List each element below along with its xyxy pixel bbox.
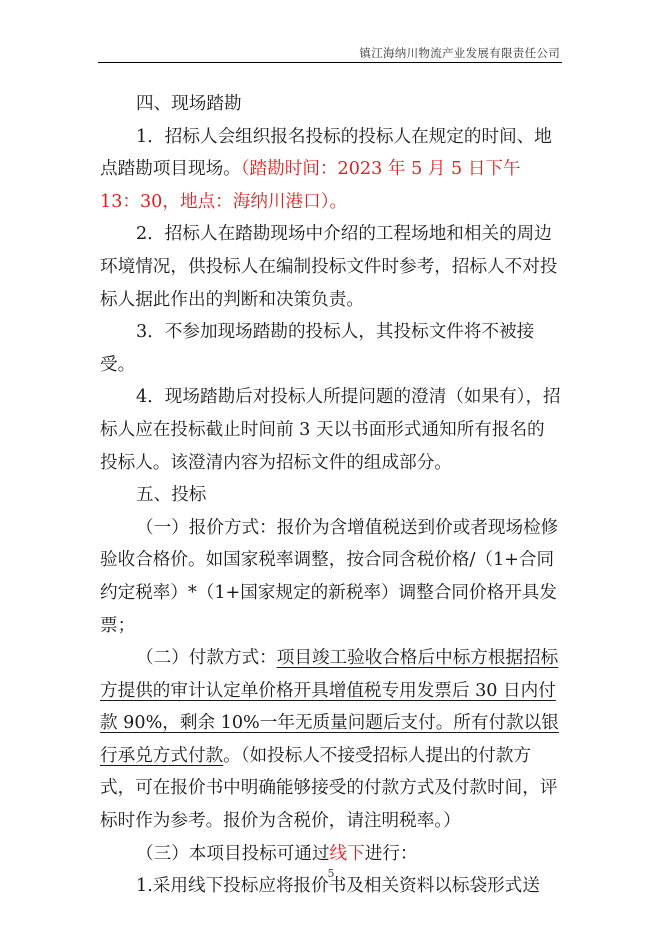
inspection-time-location: （踏勘时间：2023 年 5 月 5 日下午 13：30，地点：海纳川港口）。 bbox=[100, 159, 521, 212]
paragraph-bid-channel bbox=[100, 838, 562, 871]
section-title-bidding: 五、投标 bbox=[136, 485, 207, 506]
paragraph-inspection-item-4: 4．现场踏勘后对投标人所提问题的澄清（如果有），招标人应在投标截止时间前 3 天以书面形式通知所有报名的投标人。该澄清内容为招标文件的组成部分。 bbox=[100, 387, 561, 473]
document-body bbox=[100, 88, 562, 903]
bid-channel-post: 进行： bbox=[364, 843, 418, 864]
paragraph-inspection-item-3: 3．不参加现场踏勘的投标人，其投标文件将不被接受。 bbox=[100, 322, 535, 375]
page-header bbox=[98, 44, 562, 63]
page-number: 5 bbox=[327, 867, 335, 880]
header-company-name: 镇江海纳川物流产业发展有限责任公司 bbox=[359, 46, 560, 60]
payment-terms-underlined: 项目竣工验收合格后中标方根据招标方提供的审计认定单价格开具增值税专用发票后 30 日内付款 90%，剩余 10%一年无质量问题后支付。所有付款以银行承兑方式付款 bbox=[100, 648, 559, 766]
paragraph-offline-bid-item-1: 1.采用线下投标应将报价书及相关资料以标袋形式送 bbox=[136, 876, 540, 897]
bid-channel-offline: 线下 bbox=[329, 843, 365, 864]
paragraph-payment-method bbox=[100, 642, 562, 838]
bid-channel-pre: （三）本项目投标可通过 bbox=[136, 843, 330, 864]
paragraph-inspection-item-1 bbox=[100, 121, 562, 219]
inspection-item-1-text: 1．招标人会组织报名投标的投标人在规定的时间、地点踏勘项目现场。 bbox=[100, 126, 552, 180]
payment-method-label: （二）付款方式： bbox=[136, 648, 277, 669]
payment-method-note: 。（如投标人不接受招标人提出的付款方式，可在报价书中明确能够接受的付款方式及付款时间，评标时作为参考。报价为含税价，请注明税率。） bbox=[100, 745, 558, 832]
paragraph-inspection-item-2: 2．招标人在踏勘现场中介绍的工程场地和相关的周边环境情况，供投标人在编制投标文件时参考，招标人不对投标人据此作出的判断和决策负责。 bbox=[100, 224, 558, 310]
section-title-site-inspection: 四、现场踏勘 bbox=[136, 94, 242, 114]
paragraph-quote-method: （一）报价方式：报价为含增值税送到价或者现场检修验收合格价。如国家税率调整，按合同含税价格/（1+合同约定税率）*（1+国家规定的新税率）调整合同价格开具发票； bbox=[100, 517, 559, 636]
